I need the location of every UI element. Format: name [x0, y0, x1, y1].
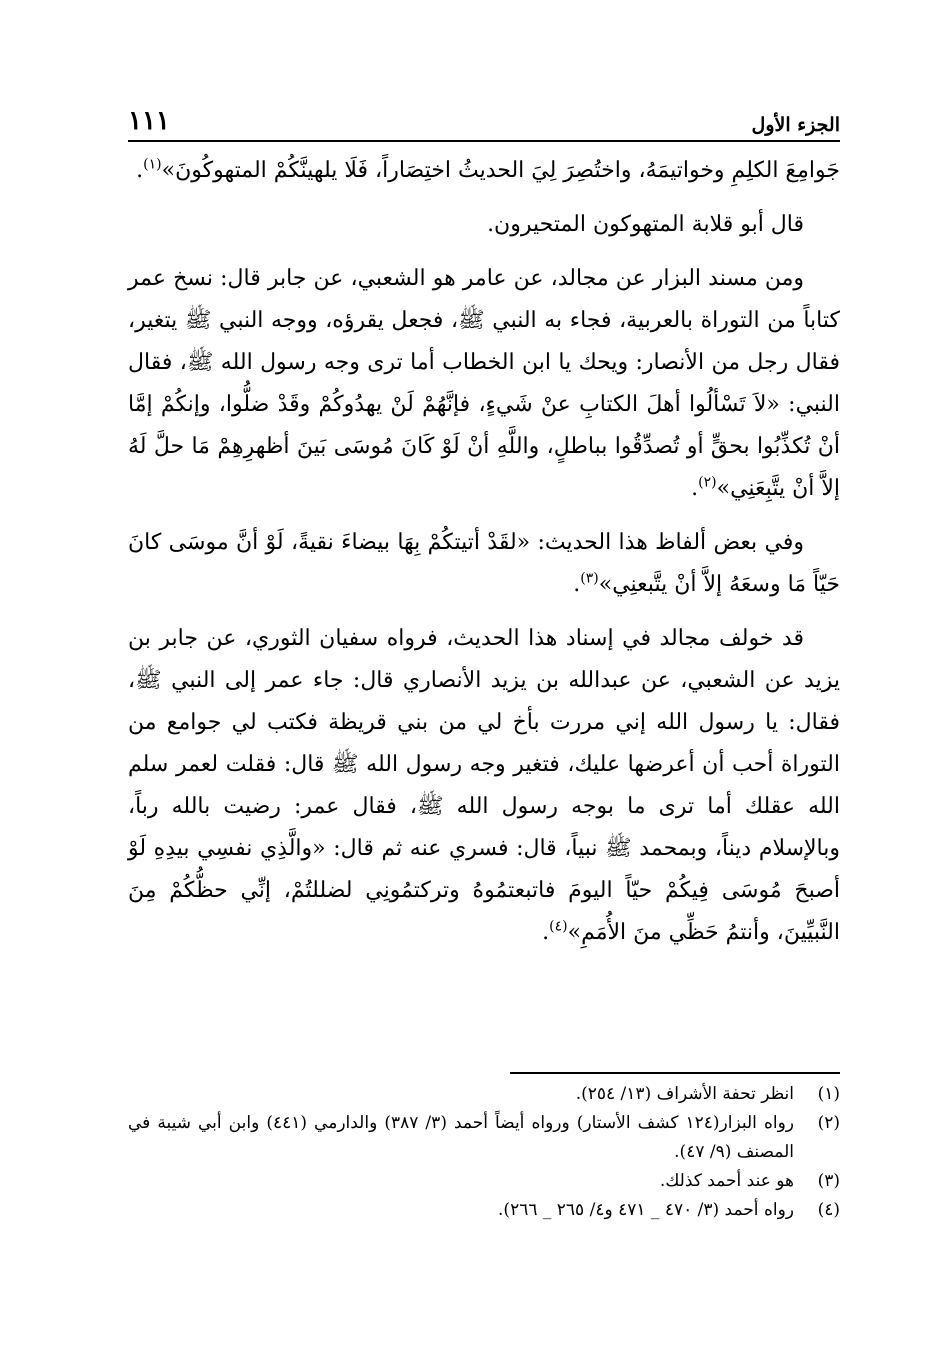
footnote-number: (١) — [817, 1084, 840, 1104]
paragraph — [128, 258, 840, 510]
paragraph-end: . — [573, 572, 581, 597]
page-number: ١١١ — [128, 106, 170, 136]
paragraph-text: جَوامِعَ الكلِمِ وخواتيمَهُ، واختُصِرَ لِيَ الحديثُ اختِصَاراً، فَلَا يلهينَّكُمْ المتهوكُونَ» — [161, 158, 840, 183]
paragraph-text: قال أبو قلابة المتهوكون المتحيرون. — [487, 212, 804, 237]
paragraph-end: . — [691, 476, 699, 501]
footnote-rule — [510, 1072, 840, 1074]
main-text — [128, 150, 840, 966]
footnote — [128, 1080, 840, 1109]
footnote-text: انظر تحفة الأشراف (١٣/ ٢٥٤). — [575, 1084, 794, 1104]
footnote-number: (٤) — [817, 1200, 840, 1220]
footnote-text: هو عند أحمد كذلك. — [659, 1171, 794, 1191]
paragraph-text: ومن مسند البزار عن مجالد، عن عامر هو الشعبي، عن جابر قال: نسخ عمر كتاباً من التوراة بالعربية، فجاء به النبي ﷺ، فجعل يقرؤه، ووجه النبي ﷺ يتغير، فقال رجل من الأنصار: ويحك يا ابن الخطاب أما ترى وجه رسول الله ﷺ، فقال النبي: «لاَ تَسْألُوا أهلَ الكتابِ عنْ شَيءٍ، فإنَّهُمْ لَنْ يهدُوكُمْ وقَدْ ضلُّوا، وإنكُمْ إمَّا أنْ تُكذِّبُوا بحقٍّ أو تُصدِّقُوا بباطلٍ، واللَّهِ أنْ لَوْ كَانَ مُوسَى بَينَ أظهرِهِمْ مَا حلَّ لَهُ إلاَّ أنْ يتَّبِعَنِي» — [128, 266, 840, 501]
footnote-reference: (٣) — [580, 570, 599, 587]
footnote-text: رواه أحمد (٣/ ٤٧٠ _ ٤٧١ و٤/ ٢٦٥ _ ٢٦٦). — [498, 1200, 794, 1220]
section-title: الجزء الأول — [751, 114, 840, 136]
footnote-reference: (٢) — [698, 474, 717, 491]
footnote-reference: (٤) — [549, 918, 568, 935]
paragraph-end: . — [542, 920, 550, 945]
footnotes — [128, 1080, 840, 1225]
paragraph — [128, 204, 840, 246]
paragraph-end: . — [136, 158, 144, 183]
running-head — [128, 100, 840, 136]
paragraph-text: قد خولف مجالد في إسناد هذا الحديث، فرواه سفيان الثوري، عن جابر بن يزيد عن الشعبي، عن عبدالله بن يزيد الأنصاري قال: جاء عمر إلى النبي ﷺ، فقال: يا رسول الله إني مررت بأخ لي من بني قريظة فكتب لي جوامع من التوراة أحب أن أعرضها عليك، فتغير وجه رسول الله ﷺ قال: فقلت لعمر سلم الله عقلك أما ترى ما بوجه رسول الله ﷺ، فقال عمر: رضيت بالله رباً، وبالإسلام ديناً، وبمحمد ﷺ نبياً، قال: فسري عنه ثم قال: «والَّذِي نفسِي بيدِهِ لَوْ أصبحَ مُوسَى فِيكُمْ حيّاً اليومَ فاتبعتمُوهُ وتركتمُونِي لضللتُمْ، إنِّي حظُّكُمْ مِنَ النَّبيِّينَ، وأنتمُ حَظِّي منَ الأُمَمِ» — [128, 626, 840, 945]
footnote-number: (٢) — [817, 1113, 840, 1133]
footnote-reference: (١) — [143, 156, 162, 173]
footnote — [128, 1109, 840, 1167]
footnote — [128, 1167, 840, 1196]
paragraph — [128, 150, 840, 192]
paragraph-text: وفي بعض ألفاظ هذا الحديث: «لقَدْ أتيتكُمْ بِهَا بيضاءَ نقيةً، لَوْ أنَّ موسَى كانَ حَيّاً مَا وسعَهُ إلاَّ أنْ يتَّبعنِي» — [128, 530, 840, 597]
header-rule — [128, 140, 840, 142]
footnote-text: رواه البزار(١٢٤ كشف الأستار) ورواه أيضاً أحمد (٣/ ٣٨٧) والدارمي (٤٤١) وابن أبي شيبة في المصنف (٩/ ٤٧). — [128, 1113, 794, 1162]
paragraph — [128, 522, 840, 606]
footnote-number: (٣) — [817, 1171, 840, 1191]
paragraph — [128, 618, 840, 954]
footnote — [128, 1196, 840, 1225]
